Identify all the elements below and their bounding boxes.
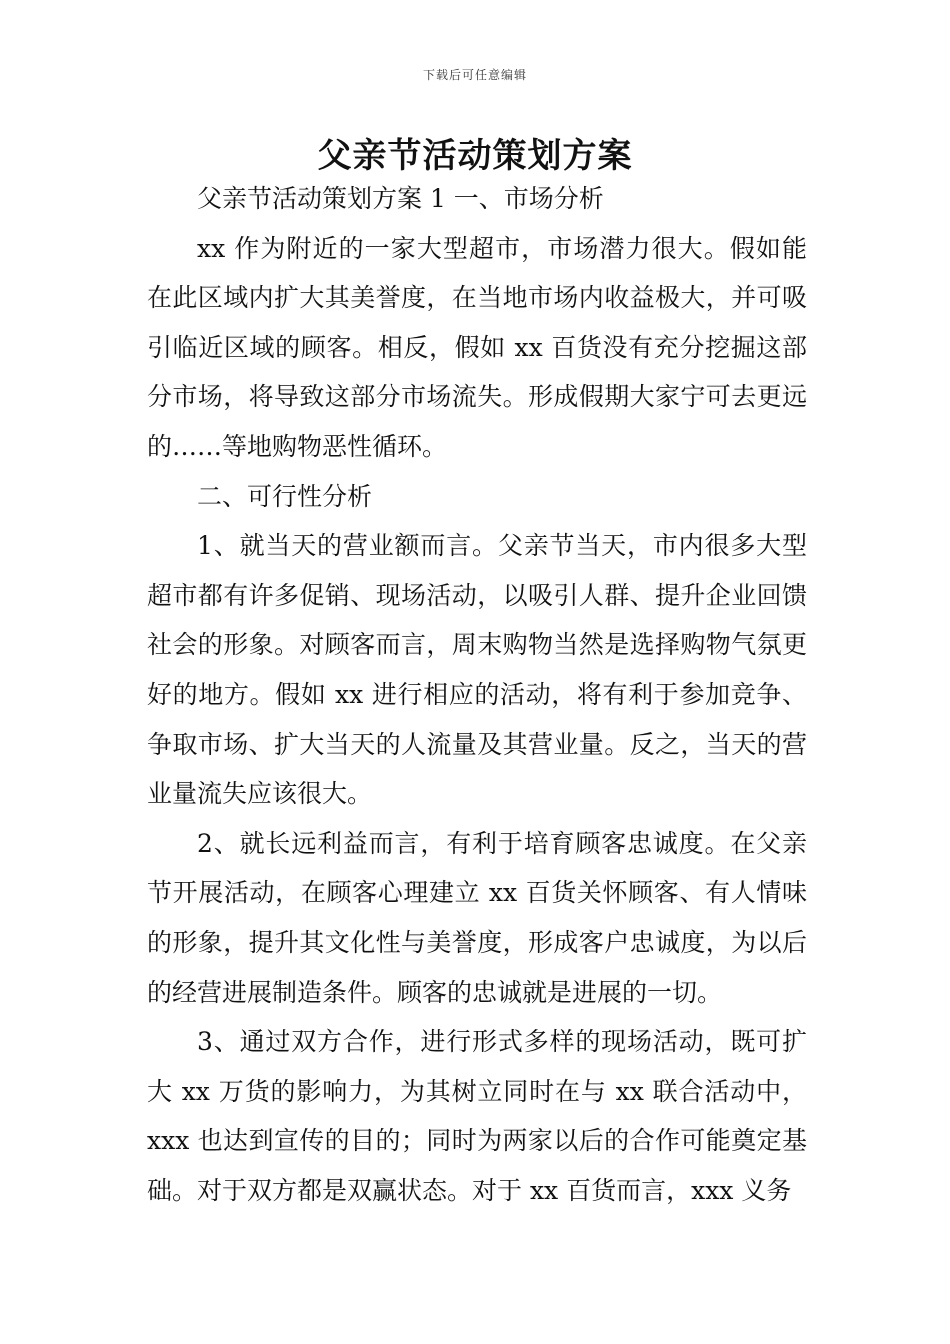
paragraph-feasibility-heading: 二、可行性分析: [197, 481, 373, 511]
document-title: 父亲节活动策划方案: [317, 136, 633, 176]
paragraph-market-analysis: xx 作为附近的一家大型超市，市场潜力很大。假如能在此区域内扩大其美誉度，在当地市场内收益极大，并可吸引临近区域的顾客。相反，假如 xx 百货没有充分挖掘这部分市场，将导致这部分市场流失。形成假期大家宁可去更远的……等地购物恶性循环。: [147, 233, 807, 461]
paragraph-market-analysis-heading: 父亲节活动策划方案 1 一、市场分析: [197, 184, 604, 213]
document-body: [147, 174, 807, 1215]
paragraph-feasibility-point-1: 1、就当天的营业额而言。父亲节当天，市内很多大型超市都有许多促销、现场活动，以吸引人群、提升企业回馈社会的形象。对顾客而言，周末购物当然是选择购物气氛更好的地方。假如 xx 进行相应的活动，将有利于参加竞争、争取市场、扩大当天的人流量及其营业量。反之，当天的营业量流失应该很大。: [147, 531, 807, 809]
header-note: 下载后可任意编辑: [422, 68, 527, 82]
paragraph-feasibility-point-2: 2、就长远利益而言，有利于培育顾客忠诚度。在父亲节开展活动，在顾客心理建立 xx 百货关怀顾客、有人情味的形象，提升其文化性与美誉度，形成客户忠诚度，为以后的经营进展制造条件。顾客的忠诚就是进展的一切。: [147, 828, 807, 1007]
paragraph-feasibility-point-3: 3、通过双方合作，进行形式多样的现场活动，既可扩大 xx 万货的影响力，为其树立同时在与 xx 联合活动中，xxx 也达到宣传的目的；同时为两家以后的合作可能奠定基础。对于双方都是双赢状态。对于 xx 百货而言，xxx 义务: [147, 1027, 807, 1205]
